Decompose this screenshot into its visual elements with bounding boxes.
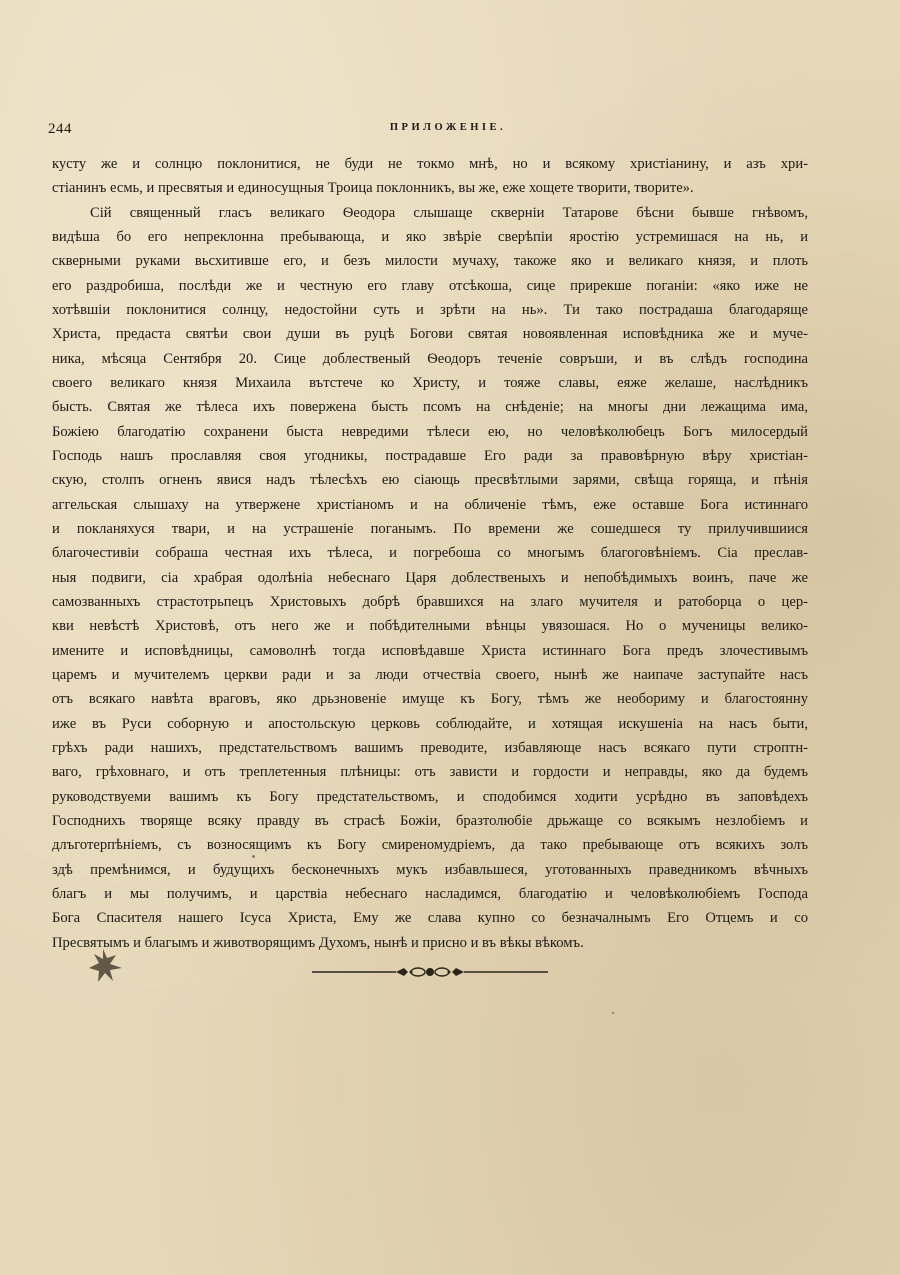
text-line: видѣша бо его непреклонна пребывающа, и яко звѣріе сверѣпіи яростію устремишася на нь, и	[52, 228, 808, 245]
text-line: Господь нашъ прославляя своя угодникы, пострадавше Его ради за правовѣрную вѣру христіан-	[52, 447, 808, 464]
text-line: Господнихъ творяще всяку правду въ страсѣ Божіи, бразтолюбіе дрьжаще со всякымъ незлобіемъ и	[52, 812, 808, 829]
text-line: ваго, грѣховнаго, и отъ треплетенныя плѣницы: отъ зависти и гордости и неправды, яко да будемъ	[52, 764, 808, 781]
text-line: и покланяхуся твари, и на устрашеніе поганымъ. По времени же сошедшеся ту прилучившиися	[52, 520, 808, 537]
body-text	[52, 152, 808, 955]
paper-speck	[612, 1012, 614, 1014]
text-line: отъ всякаго навѣта враговъ, яко дрьзновеніе имуще къ Богу, тѣмъ же необориму и благостоянну	[52, 691, 808, 708]
text-line: благъ и мы получимъ, и царствіа небеснаго насладимся, благодатію и человѣколюбіемъ Господа	[52, 885, 808, 902]
text-line: Сій священный гласъ великаго Ѳеодора слышаще скверніи Татарове бѣсни бывше гнѣвомъ,	[90, 204, 808, 221]
text-line: длъготерпѣніемъ, съ возносящимъ къ Богу смиреномудріемъ, да тако пребывающе отъ всякихъ золъ	[52, 837, 808, 854]
text-line: его раздробиша, послѣди же и честную его главу отсѣкоша, сице прирекше поганіи: «яко иже не	[52, 277, 808, 294]
ink-blot-icon	[86, 946, 126, 986]
text-line: скую, столпъ огненъ явися надъ тѣлесѣхъ ею сіающь пресвѣтлыми зарями, свѣща горяща, и пѣнія	[52, 472, 808, 489]
decorative-divider	[312, 964, 548, 980]
text-line: Пресвятымъ и благымъ и животворящимъ Духомъ, нынѣ и присно и въ вѣкы вѣкомъ.	[52, 934, 584, 951]
text-line: кви невѣстѣ Христовѣ, отъ него же и побѣдителными вѣнцы увязошася. Но о мученицы велико-	[52, 618, 808, 635]
text-line: Христа, предаста святѣи свои души въ руцѣ Богови святая новоявленная исповѣдника же и муче-	[52, 326, 808, 343]
text-line: бысть. Святая же тѣлеса ихъ повержена бысть псомъ на снѣденіе; на многы дни лежащима има,	[52, 399, 808, 416]
text-line: хотѣвшіи поклонитися солнцу, недостойни суть и зрѣти на нь». Ти тако пострадаша благодаряще	[52, 301, 808, 318]
paper-speck	[252, 855, 255, 858]
text-line: здѣ премѣнимся, и будущихъ бесконечныхъ мукъ избавльшеся, уготованныхъ праведникомъ вѣчныхъ	[52, 861, 808, 878]
text-line: ныя подвиги, сіа храбрая одолѣніа небеснаго Царя доблественыхъ и непобѣдимыхъ воинъ, паче же	[52, 569, 808, 586]
text-line: царемъ и мучителемъ церкви ради и за люди отчествіа своего, нынѣ же наипаче заступайте насъ	[52, 666, 808, 683]
text-line: Бога Спасителя нашего Ісуса Христа, Ему же слава купно со безначалнымъ Его Отцемъ и со	[52, 910, 808, 927]
text-line: имените и исповѣдницы, самоволнѣ тогда исповѣдавше Христа истиннаго Бога предъ злочестивымъ	[52, 642, 808, 659]
text-line: скверными руками вьсхитивше его, и безъ милости мучаху, такоже яко и великаго князя, и плоть	[52, 253, 808, 270]
running-head: ПРИЛОЖЕНІЕ.	[389, 122, 507, 133]
text-line: самозванныхъ страстотрьпецъ Христовыхъ добрѣ бравшихся на злаго мучителя и ратоборца о цер-	[52, 593, 808, 610]
text-line: ника, мѣсяца Сентября 20. Сице доблественый Ѳеодоръ теченіе совръши, и въ слѣдъ господина	[52, 350, 808, 367]
text-line: аггельская слышаху на утвержене христіаномъ и на обличеніе тѣмъ, еже оставше Бога истиннаго	[52, 496, 808, 513]
text-line: руководствуеми вашимъ къ Богу предстательствомъ, и сподобимся ходити усрѣдно въ заповѣдехъ	[52, 788, 808, 805]
page-header	[48, 121, 848, 141]
text-line: Божіею благодатію сохранени быста невредими тѣлеси ею, но человѣколюбецъ Богъ милосердый	[52, 423, 808, 440]
text-line: стіанинъ есмь, и пресвятыя и единосущныя Троица поклонникъ, вы же, еже хощете творити, творите».	[52, 180, 694, 197]
text-line: иже въ Руси соборную и апостольскую церковь соблюдайте, и хотящая искушеніа на насъ быти,	[52, 715, 808, 732]
text-line: грѣхъ ради нашихъ, предстательствомъ вашимъ преводите, избавляюще насъ всякаго пути строптн-	[52, 739, 808, 756]
page-number: 244	[48, 121, 72, 137]
text-line: благочестивіи собраша честная ихъ тѣлеса, и погребоша со многымъ благоговѣніемъ. Сіа преслав-	[52, 545, 808, 562]
text-line: кусту же и солнцю поклонитися, не буди не токмо мнѣ, но и всякому христіанину, и азъ хри-	[52, 156, 808, 172]
text-line: своего великаго князя Михаила вътстече ко Христу, и тояже славы, еяже желаше, наслѣдникъ	[52, 374, 808, 391]
